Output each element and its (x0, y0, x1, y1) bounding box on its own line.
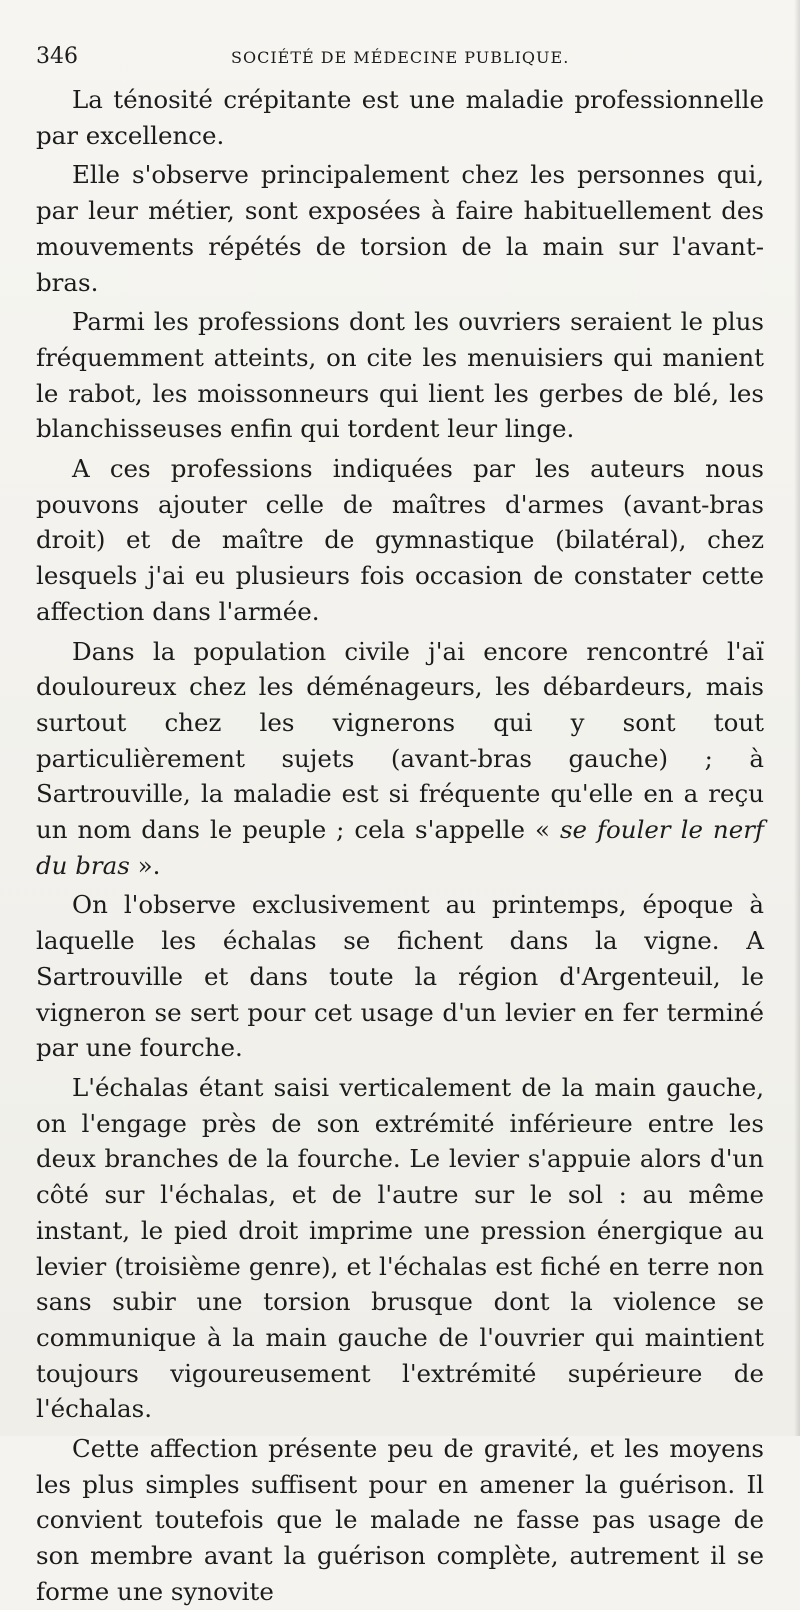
paragraph-3-text: Parmi les professions dont les ouvriers seraient le plus fréquemment atteints, on cite les menuisiers qui manient le rabot, les moissonneurs qui lient les gerbes de blé, les blanchisseuses enfin qui tordent leur linge. (36, 307, 764, 444)
page-header (36, 40, 764, 76)
paragraph-8 (36, 1431, 764, 1610)
paragraph-4 (36, 451, 764, 630)
paragraph-6-text: On l'observe exclusivement au printemps, époque à laquelle les échalas se fichent dans la vigne. A Sartrouville et dans toute la région d'Argenteuil, le vigneron se sert pour cet usage d'un levier en fer terminé par une fourche. (36, 890, 764, 1063)
page-number: 346 (36, 44, 78, 69)
paragraph-5-italic: se fouler le nerf du bras (36, 815, 764, 880)
paragraph-2 (36, 157, 764, 300)
body-text (36, 82, 764, 1610)
paragraph-5 (36, 634, 764, 884)
page-edge-shadow (794, 0, 800, 1436)
paragraph-1-text: La ténosité crépitante est une maladie professionnelle par excellence. (36, 85, 764, 150)
paragraph-5-text: Dans la population civile j'ai encore rencontré l'aï douloureux chez les déménageurs, les débardeurs, mais surtout chez les vignerons qui y sont tout particulièrement sujets (avant-bras gauche) ; à Sartrouville, la maladie est si fréquente qu'elle en a reçu un nom dans le peuple ; cela s'appelle « (36, 636, 764, 845)
running-head: SOCIÉTÉ DE MÉDECINE PUBLIQUE. (231, 48, 570, 67)
paragraph-7-text: L'échalas étant saisi verticalement de la main gauche, on l'engage près de son extrémité inférieure entre les deux branches de la fourche. Le levier s'appuie alors d'un côté sur l'échalas, et de l'autre sur le sol : au même instant, le pied droit imprime une pression énergique au levier (troisième genre), et l'échalas est fiché en terre non sans subir une torsion brusque dont la violence se communique à la main gauche de l'ouvrier qui maintient toujours vigoureusement l'extrémité supérieure de l'échalas. (36, 1072, 764, 1424)
paragraph-2-text: Elle s'observe principalement chez les personnes qui, par leur métier, sont exposées à faire habituellement des mouvements répétés de torsion de la main sur l'avant-bras. (36, 160, 764, 297)
paragraph-3 (36, 304, 764, 447)
paragraph-5-after: ». (129, 850, 161, 880)
paragraph-7 (36, 1070, 764, 1427)
paragraph-1 (36, 82, 764, 153)
paragraph-8-text: Cette affection présente peu de gravité, et les moyens les plus simples suffisent pour en amener la guérison. Il convient toutefois que le malade ne fasse pas usage de son membre avant la guérison complète, autrement il se forme une synovite (36, 1434, 764, 1606)
paragraph-6 (36, 887, 764, 1066)
paragraph-4-text: A ces professions indiquées par les auteurs nous pouvons ajouter celle de maîtres d'armes (avant-bras droit) et de maître de gymnastique (bilatéral), chez lesquels j'ai eu plusieurs fois occasion de constater cette affection dans l'armée. (36, 454, 764, 626)
